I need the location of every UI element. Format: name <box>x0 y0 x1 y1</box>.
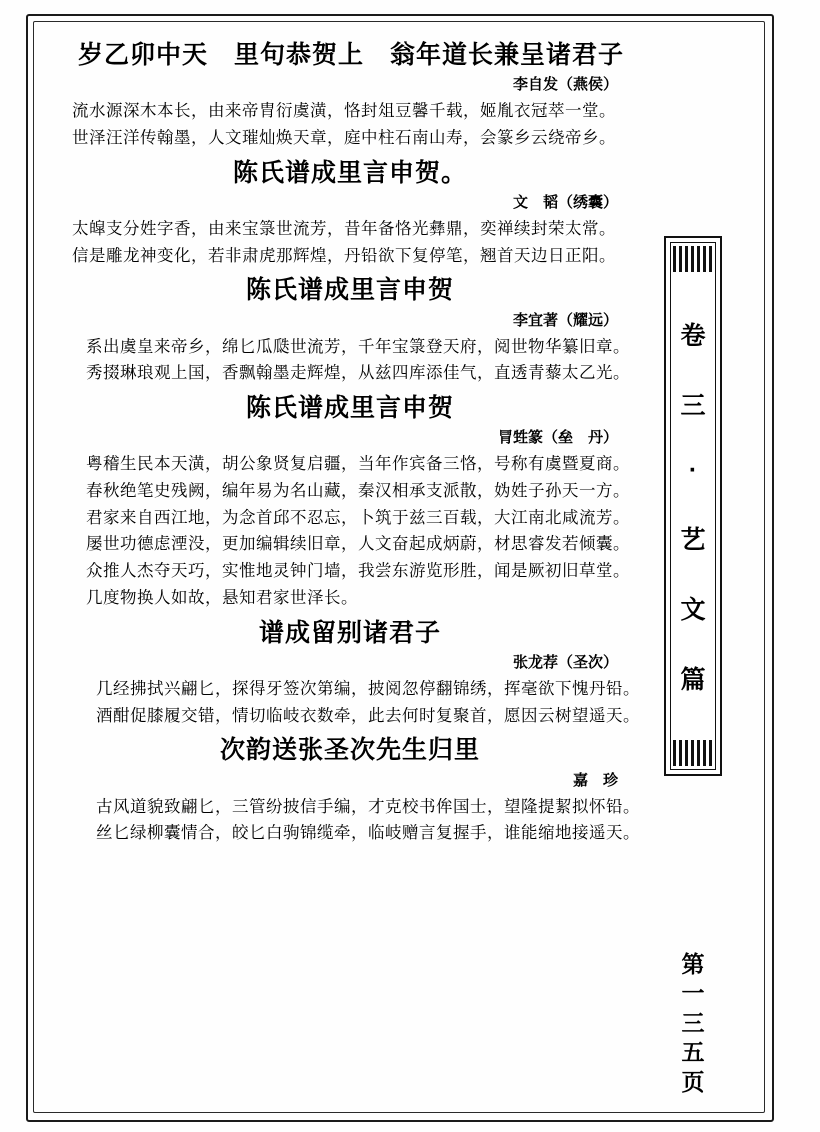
poem-author: 文 韬（绣囊） <box>512 193 618 211</box>
poem-line: 世泽汪洋传翰墨，人文璀灿焕天章，庭中柱石南山寿，会篆乡云绕帝乡。 <box>72 127 616 147</box>
poem-title: 次韵送张圣次先生归里 <box>219 736 480 765</box>
poem-entry <box>60 393 640 612</box>
poem-title: 陈氏谱成里言申贺。 <box>232 158 467 187</box>
banner-char: 三 <box>680 392 706 421</box>
poem-body <box>60 451 640 611</box>
poem-line: 粤稽生民本天潢，胡公象贤复启疆，当年作宾备三恪，号称有虞暨夏商。 <box>86 454 630 474</box>
poem-title: 谱成留别诸君子 <box>258 618 441 647</box>
chapter-banner-text <box>666 282 720 730</box>
poem-line: 春秋绝笔史残阙，编年易为名山藏，秦汉相承支派散，妫姓子孙天一方。 <box>86 481 630 501</box>
poem-column <box>60 34 640 1104</box>
page-number-char: 五 <box>681 1039 705 1066</box>
banner-char: 卷 <box>680 322 706 351</box>
page-number-char: 第 <box>681 951 705 977</box>
poem-line: 系出虞皇来帝乡，绵匕瓜瓞世流芳，千年宝箓登天府，阅世物华纂旧章。 <box>86 336 630 356</box>
poem-line: 太皡支分姓字香，由来宝箓世流芳，昔年备恪光彝鼎，奕禅续封荣太常。 <box>72 218 616 238</box>
poem-line: 屡世功德虑湮没，更加编辑续旧章，人文奋起成炳蔚，材思睿发若倾囊。 <box>86 534 630 554</box>
banner-ornament-top <box>673 246 713 272</box>
poem-author: 冐甡篆（垒 丹） <box>497 429 618 447</box>
poem-body <box>60 216 640 269</box>
poem-entry <box>60 618 640 730</box>
banner-char: 篇 <box>680 665 706 694</box>
banner-ornament-bottom <box>673 740 713 766</box>
poem-line: 君家来自西江地，为念首邱不忍忘，卜筑于兹三百载，大江南北咸流芳。 <box>86 507 630 527</box>
chapter-banner <box>664 236 722 776</box>
poem-line: 几经拂拭兴翩匕，探得牙签次第编，披阅忽停翻锦绣，挥毫欲下愧丹铅。 <box>96 678 640 698</box>
poem-line: 酒酣促膝履交错，情切临岐衣数牵，此去何时复聚首，愿因云树望遥天。 <box>96 705 640 725</box>
poem-body <box>60 98 640 151</box>
poem-entry <box>60 275 640 387</box>
banner-char: 艺 <box>680 525 706 554</box>
poem-entry <box>60 158 640 270</box>
page-number-char: 一 <box>681 980 705 1007</box>
banner-char: 文 <box>680 595 706 624</box>
poem-line: 丝匕绿柳囊情合，皎匕白驹锦缆牵，临岐赠言复握手，谁能缩地接遥天。 <box>96 823 640 843</box>
banner-char: · <box>688 456 698 485</box>
poem-entry <box>60 735 640 847</box>
poem-body <box>60 676 640 729</box>
poem-line: 古风道貌致翩匕，三管纷披信手编，才克校书侔国士，望隆提絜拟怀铅。 <box>96 796 640 816</box>
poem-line: 信是雕龙神变化，若非肃虎那辉煌，丹铅欲下复停笔，翘首天边日正阳。 <box>72 245 616 265</box>
poem-author: 嘉 珍 <box>572 771 618 789</box>
poem-line: 流水源深木本长，由来帝胄衍虞潢，恪封俎豆馨千载，姬胤衣冠萃一堂。 <box>72 101 616 121</box>
poem-line: 几度物换人如故，悬知君家世泽长。 <box>86 587 358 607</box>
poem-title: 岁乙卯中天 里句恭贺上 翁年道长兼呈诸君子 <box>78 41 625 69</box>
poem-line: 众推人杰夺天巧，实惟地灵钟门墙，我尝东游览形胜，闻是厥初旧草堂。 <box>86 561 630 581</box>
page-number-char: 三 <box>681 1009 705 1036</box>
poem-entry <box>60 40 640 152</box>
poem-body <box>60 334 640 387</box>
poem-body <box>60 794 640 847</box>
poem-title: 陈氏谱成里言申贺 <box>245 276 454 305</box>
poem-title: 陈氏谱成里言申贺 <box>245 394 454 423</box>
poem-author: 李宜著（耀远） <box>512 311 618 329</box>
page-number-char: 页 <box>681 1068 705 1095</box>
page-number <box>668 950 718 1097</box>
poem-author: 李自发（燕侯） <box>512 76 618 94</box>
poem-line: 秀掇琳琅观上国，香飘翰墨走辉煌，从兹四库添佳气，直透青藜太乙光。 <box>86 363 630 383</box>
poem-author: 张龙荐（圣次） <box>512 653 618 671</box>
